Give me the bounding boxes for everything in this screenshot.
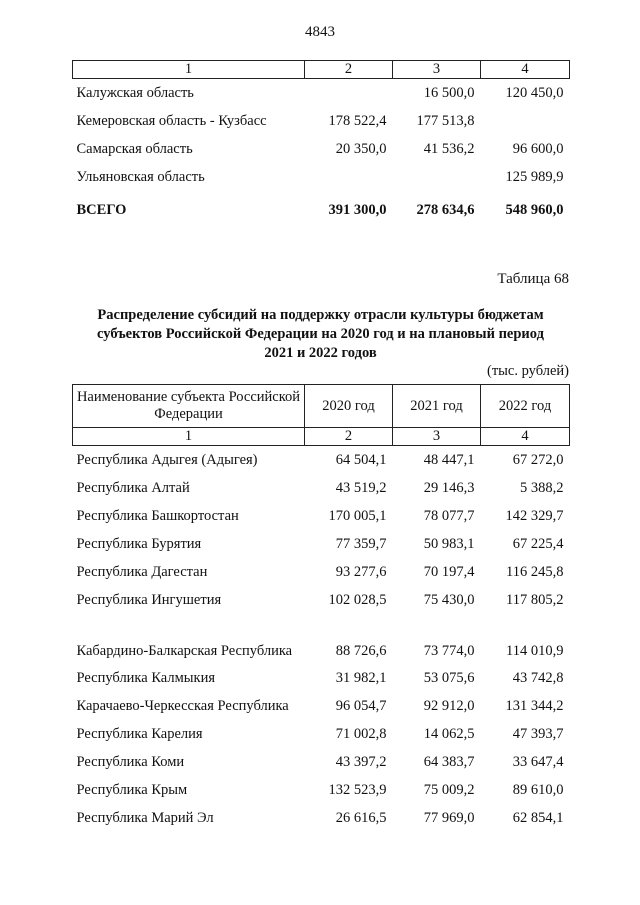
value-2022: 117 805,2 xyxy=(506,591,564,608)
value-2020: 71 002,8 xyxy=(335,725,387,742)
title-line: 2021 и 2022 годов xyxy=(264,345,377,361)
value-2021: 29 146,3 xyxy=(423,479,475,496)
value-2022: 131 344,2 xyxy=(505,697,564,714)
value-2022: 47 393,7 xyxy=(512,725,564,742)
region-name: Карачаево-Черкесская Республика xyxy=(76,697,289,714)
page-number: 4843 xyxy=(305,24,335,40)
table-label: Таблица 68 xyxy=(497,271,569,287)
value-2021: 70 197,4 xyxy=(423,563,475,580)
header-2021: 2021 год xyxy=(393,385,481,428)
region-name: Республика Коми xyxy=(76,753,185,770)
table-row xyxy=(73,748,570,776)
value-2020: 26 616,5 xyxy=(335,809,387,826)
value-2021: 77 969,0 xyxy=(423,809,475,826)
value-2021: 73 774,0 xyxy=(423,643,475,659)
value-2021: 64 383,7 xyxy=(423,753,475,770)
region-name: Республика Бурятия xyxy=(76,535,202,552)
column-number: 3 xyxy=(393,428,481,446)
value-2020: 31 982,1 xyxy=(335,669,387,686)
table-row xyxy=(73,692,570,720)
value-2021: 41 536,2 xyxy=(423,140,475,157)
value-2020: 102 028,5 xyxy=(328,591,387,608)
column-number-row xyxy=(73,61,570,79)
value-2022: 142 329,7 xyxy=(505,507,564,524)
top-table xyxy=(72,60,570,229)
header-2022: 2022 год xyxy=(481,385,570,428)
region-name: Республика Башкортостан xyxy=(76,507,239,524)
total-2021: 278 634,6 xyxy=(416,201,475,218)
value-2020: 96 054,7 xyxy=(335,697,387,714)
value-2022: 67 272,0 xyxy=(512,451,564,468)
value-2022: 5 388,2 xyxy=(520,479,564,496)
value-2022: 43 742,8 xyxy=(512,669,564,686)
table-row xyxy=(73,664,570,692)
total-2020: 391 300,0 xyxy=(328,201,387,218)
value-2020: 170 005,1 xyxy=(328,507,387,524)
region-name: Кемеровская область - Кузбасс xyxy=(76,112,267,129)
value-2020: 178 522,4 xyxy=(328,112,387,129)
value-2020: 77 359,7 xyxy=(335,535,387,552)
region-name: Республика Марий Эл xyxy=(76,809,214,826)
table-row xyxy=(73,530,570,558)
value-2020 xyxy=(305,79,393,108)
value-2021: 16 500,0 xyxy=(423,84,475,101)
value-2022: 62 854,1 xyxy=(512,809,564,826)
value-2020: 132 523,9 xyxy=(328,781,387,798)
column-number: 4 xyxy=(481,428,570,446)
region-name: Республика Алтай xyxy=(76,479,190,496)
value-2021: 92 912,0 xyxy=(423,697,475,714)
header-row xyxy=(73,385,570,428)
value-2020: 20 350,0 xyxy=(335,140,387,157)
table-row xyxy=(73,720,570,748)
value-2020: 93 277,6 xyxy=(335,563,387,580)
region-name: Ульяновская область xyxy=(76,168,205,185)
value-2021: 78 077,7 xyxy=(423,507,475,524)
region-name: Республика Адыгея (Адыгея) xyxy=(76,451,258,468)
value-2022: 114 010,9 xyxy=(506,643,564,659)
value-2022: 67 225,4 xyxy=(512,535,564,552)
value-2021: 48 447,1 xyxy=(423,451,475,468)
column-number: 2 xyxy=(305,61,393,79)
value-2020: 43 397,2 xyxy=(335,753,387,770)
column-number: 2 xyxy=(305,428,393,446)
column-number: 1 xyxy=(73,428,305,446)
total-2022: 548 960,0 xyxy=(505,201,564,218)
table-row xyxy=(73,558,570,586)
table-row xyxy=(73,776,570,804)
table-row xyxy=(73,474,570,502)
region-name: Кабардино-Балкарская Республика xyxy=(76,643,293,659)
column-number-row xyxy=(73,428,570,446)
value-2022 xyxy=(481,107,570,135)
region-name: Республика Крым xyxy=(76,781,188,798)
total-row xyxy=(73,191,570,229)
column-number: 3 xyxy=(393,61,481,79)
column-number: 1 xyxy=(73,61,305,79)
region-name: Калужская область xyxy=(76,84,194,101)
table-row xyxy=(73,135,570,163)
value-2021: 50 983,1 xyxy=(423,535,475,552)
value-2020: 43 519,2 xyxy=(335,479,387,496)
table-row xyxy=(73,614,570,664)
value-2022: 33 647,4 xyxy=(512,753,564,770)
value-2020: 64 504,1 xyxy=(335,451,387,468)
title-line: субъектов Российской Федерации на 2020 год и на плановый период xyxy=(97,326,544,342)
table-row xyxy=(73,79,570,108)
header-region: Наименование субъекта Российской Федерации xyxy=(73,385,305,428)
value-2021: 14 062,5 xyxy=(423,725,475,742)
value-2022: 125 989,9 xyxy=(505,168,564,185)
region-name: Самарская область xyxy=(76,140,193,157)
region-name: Республика Ингушетия xyxy=(76,591,222,608)
value-2021: 177 513,8 xyxy=(416,112,475,129)
total-label: ВСЕГО xyxy=(76,201,127,218)
table-row xyxy=(73,502,570,530)
title-line: Распределение субсидий на поддержку отрасли культуры бюджетам xyxy=(97,307,544,323)
value-2022: 120 450,0 xyxy=(505,84,564,101)
table-row xyxy=(73,804,570,832)
units-label: (тыс. рублей) xyxy=(487,363,569,379)
region-name: Республика Калмыкия xyxy=(76,669,215,686)
table-row xyxy=(73,163,570,191)
region-name: Республика Дагестан xyxy=(76,563,208,580)
header-2020: 2020 год xyxy=(305,385,393,428)
subsidy-table xyxy=(72,384,570,832)
value-2020: 88 726,6 xyxy=(335,643,387,659)
value-2021 xyxy=(393,163,481,191)
value-2021: 75 430,0 xyxy=(423,591,475,608)
table-title xyxy=(72,306,569,363)
value-2022: 116 245,8 xyxy=(506,563,564,580)
value-2020 xyxy=(305,163,393,191)
column-number: 4 xyxy=(481,61,570,79)
table-row xyxy=(73,107,570,135)
region-name: Республика Карелия xyxy=(76,725,203,742)
value-2022: 89 610,0 xyxy=(512,781,564,798)
value-2021: 75 009,2 xyxy=(423,781,475,798)
table-row xyxy=(73,446,570,475)
table-row xyxy=(73,586,570,614)
value-2022: 96 600,0 xyxy=(512,140,564,157)
value-2021: 53 075,6 xyxy=(423,669,475,686)
